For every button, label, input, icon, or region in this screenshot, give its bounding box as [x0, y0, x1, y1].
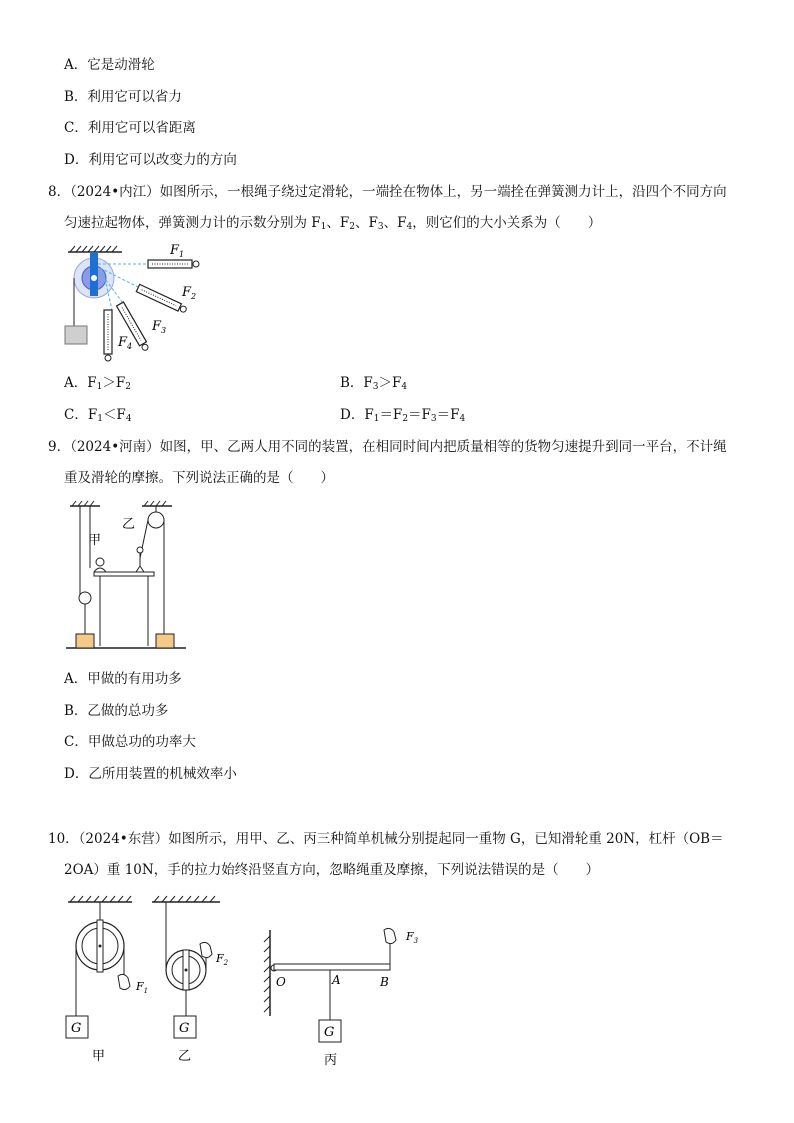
q8-figure-pulley-springs [60, 238, 210, 363]
q10-stem-line1: 10．（2024•东营）如图所示，用甲、乙、丙三种简单机械分别提起同一重物 G，已知滑轮重 20N，杠杆（OB＝ [48, 831, 724, 847]
svg-text:A: A [332, 973, 341, 987]
svg-text:乙: 乙 [178, 1049, 192, 1064]
q10-figure-three-machines [60, 890, 430, 1070]
svg-text:F3: $F_3$ [152, 319, 167, 335]
q9-option-b: B．乙做的总功多 [64, 703, 169, 719]
q9-option-a: A．甲做的有用功多 [64, 671, 182, 687]
svg-text:O: O [276, 975, 286, 989]
svg-text:G: G [324, 1025, 335, 1040]
q9-stem-line2: 重及滑轮的摩擦。下列说法正确的是（ ） [64, 470, 334, 486]
svg-text:F2: $F_2$ [182, 285, 197, 301]
svg-text:F4: $F_4$ [118, 335, 133, 351]
svg-text:甲: 甲 [92, 1049, 106, 1064]
q9-option-d: D．乙所用装置的机械效率小 [64, 766, 237, 782]
q8-option-a: A．$F_1>F_2$ [64, 375, 131, 392]
q9-option-c: C．甲做总功的功率大 [64, 734, 196, 750]
q8-option-c: C．$F_1<F_4$ [64, 407, 132, 424]
svg-text:F1: $F_1$ [136, 980, 149, 995]
q8-stem-line1: 8．（2024•内江）如图所示，一根绳子绕过定滑轮，一端拴在物体上，另一端拴在弹簧测力计上，沿四个不同方向 [48, 184, 727, 200]
svg-text:F3: $F_3$ [406, 930, 419, 945]
q7-option-c: C．利用它可以省距离 [64, 120, 196, 136]
q9-label-yi: 乙 [122, 517, 136, 532]
q7-option-d: D．利用它可以改变力的方向 [64, 152, 237, 168]
q8-option-d: D．$F_1=F_2=F_3=F_4$ [340, 407, 466, 424]
svg-text:G: G [71, 1021, 82, 1036]
svg-text:B: B [380, 975, 389, 989]
q9-figure-platform-pulleys [66, 498, 186, 653]
q7-option-a: A．它是动滑轮 [64, 57, 155, 73]
q8-option-b: B．$F_3>F_4$ [340, 375, 408, 392]
svg-text:丙: 丙 [324, 1053, 338, 1068]
q7-option-b: B．利用它可以省力 [64, 89, 182, 105]
q10-stem-line2: 2OA）重 10N，手的拉力始终沿竖直方向，忽略绳重及摩擦，下列说法错误的是（ ） [64, 862, 600, 878]
q9-stem-line1: 9．（2024•河南）如图，甲、乙两人用不同的装置，在相同时间内把质量相等的货物匀速提升到同一平台，不计绳 [48, 439, 727, 455]
svg-text:F1: $F_1$ [170, 243, 185, 259]
svg-text:F2: $F_2$ [216, 952, 229, 967]
q9-label-jia: 甲 [88, 533, 102, 548]
q8-stem-line2: 匀速拉起物体，弹簧测力计的示数分别为 $F_1$、$F_2$、$F_3$、$F_4$，则它们的大小关系为（ ） [64, 215, 602, 232]
svg-text:G: G [179, 1021, 190, 1036]
